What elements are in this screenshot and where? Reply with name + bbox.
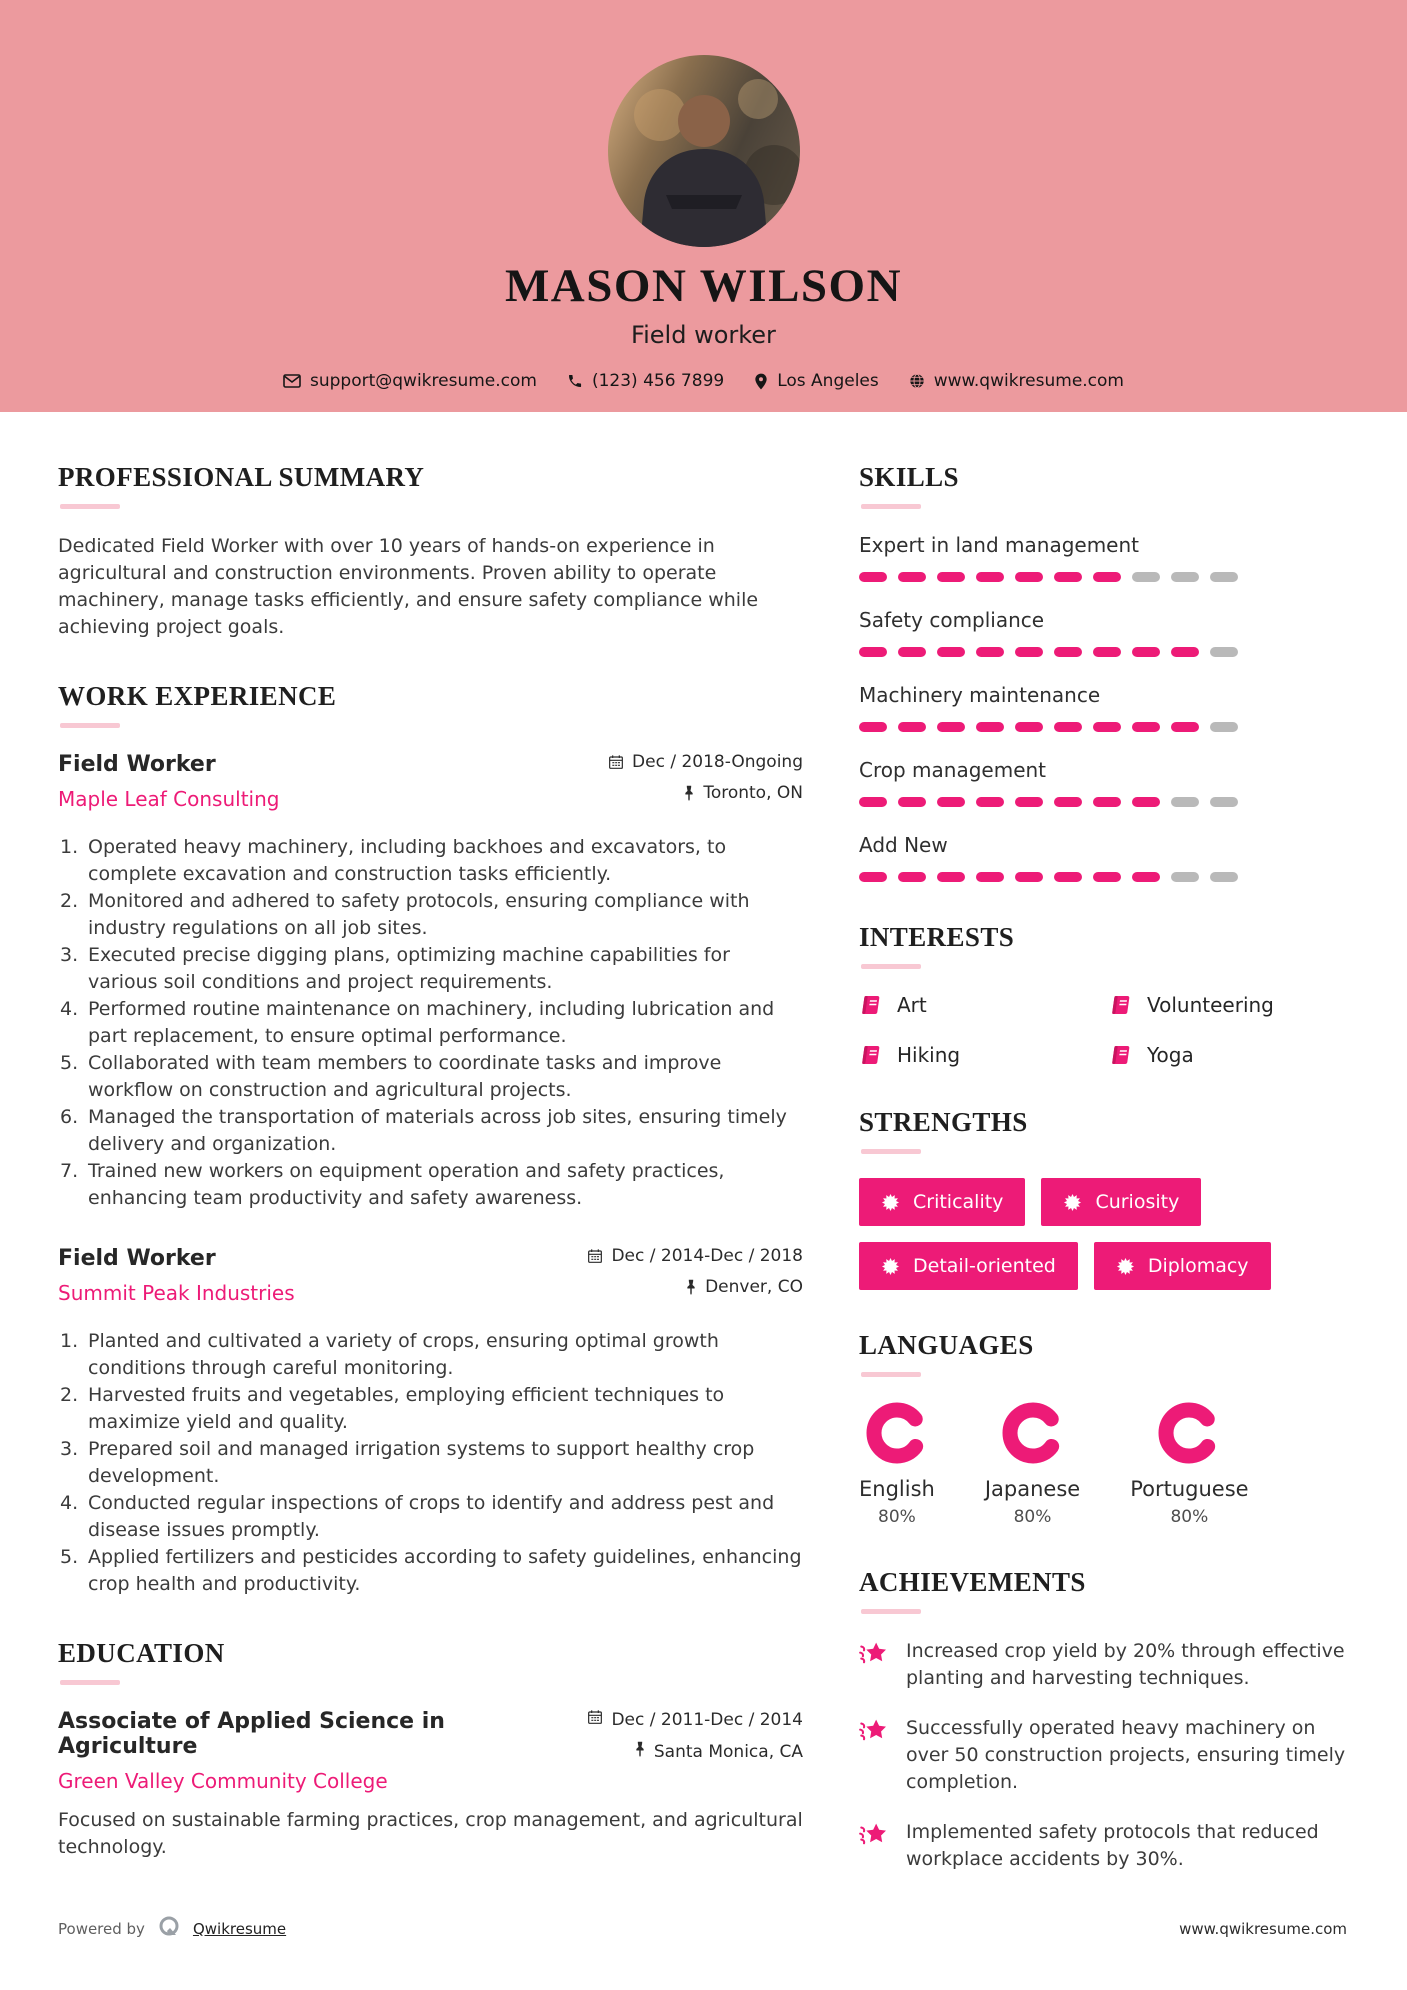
skill-row — [859, 833, 1349, 882]
language-donut-chart — [1001, 1401, 1065, 1465]
skill-level-bar[interactable] — [859, 572, 1349, 582]
flower-burst-icon — [881, 1193, 900, 1212]
skill-dash-filled — [937, 572, 965, 582]
job-head-left — [58, 1246, 295, 1305]
skill-label: Add New — [859, 833, 948, 857]
interest-label: Volunteering — [1147, 993, 1274, 1017]
skill-dash-filled — [1093, 797, 1121, 807]
skill-dash-filled — [1015, 872, 1043, 882]
job-meta — [608, 752, 803, 814]
language-name: English — [859, 1477, 935, 1501]
book-icon — [859, 993, 883, 1017]
achievements-heading: ACHIEVEMENTS — [859, 1567, 1086, 1597]
section-skills — [859, 462, 1349, 882]
strength-chip — [859, 1242, 1078, 1290]
job-meta — [587, 1246, 803, 1308]
strengths-heading: STRENGTHS — [859, 1107, 1028, 1137]
shooting-star-icon — [859, 1717, 891, 1745]
job-bullets — [58, 834, 803, 1212]
flower-burst-icon — [1063, 1193, 1082, 1212]
skill-level-bar[interactable] — [859, 647, 1349, 657]
jobs-list — [58, 752, 803, 1598]
skill-row — [859, 608, 1349, 657]
flower-burst-icon — [881, 1257, 900, 1276]
job-entry — [58, 1246, 803, 1598]
skills-list — [859, 533, 1349, 882]
school-name: Green Valley Community College — [58, 1769, 388, 1793]
skill-dash-filled — [859, 647, 887, 657]
achievement-item — [859, 1715, 1349, 1796]
pushpin-icon — [685, 1279, 697, 1295]
language-item — [1130, 1401, 1248, 1527]
education-entry — [58, 1709, 803, 1861]
skill-dash-empty — [1210, 872, 1238, 882]
job-bullet: Collaborated with team members to coordinate tasks and improve workflow on construction and agricultural projects. — [88, 1052, 722, 1101]
language-name: Portuguese — [1130, 1477, 1249, 1501]
job-head — [58, 752, 803, 814]
heading-underline — [60, 723, 120, 728]
language-percent: 80% — [878, 1507, 916, 1527]
education-dates: Dec / 2011-Dec / 2014 — [611, 1709, 803, 1730]
email-icon — [283, 374, 301, 388]
skill-dash-filled — [976, 647, 1004, 657]
skill-dash-filled — [1054, 722, 1082, 732]
right-column — [859, 462, 1349, 1913]
name: MASON WILSON — [504, 260, 903, 312]
globe-icon — [909, 373, 925, 389]
skill-dash-filled — [937, 647, 965, 657]
job-dates-text: Dec / 2018-Ongoing — [632, 752, 803, 772]
heading-underline — [861, 504, 921, 509]
education-meta — [587, 1709, 803, 1773]
heading-underline — [60, 1680, 120, 1685]
degree-title: Associate of Applied Science in Agriculture — [58, 1709, 445, 1759]
skill-row — [859, 533, 1349, 582]
skill-dash-filled — [1054, 647, 1082, 657]
job-bullet: Applied fertilizers and pesticides according to safety guidelines, enhancing crop health and productivity. — [88, 1546, 802, 1595]
skill-dash-filled — [859, 722, 887, 732]
interest-item — [1109, 1043, 1349, 1067]
skill-dash-empty — [1171, 572, 1199, 582]
skill-dash-filled — [1093, 647, 1121, 657]
job-location — [608, 783, 803, 803]
shooting-star-icon — [859, 1640, 891, 1668]
job-bullet: Trained new workers on equipment operation and safety practices, enhancing team productivity and safety awareness. — [88, 1160, 725, 1209]
footer-website: www.qwikresume.com — [1179, 1920, 1347, 1938]
section-professional-summary — [58, 462, 803, 641]
skill-dash-filled — [859, 572, 887, 582]
footer — [58, 1915, 1347, 1943]
skill-dash-filled — [898, 722, 926, 732]
job-title: Field worker — [631, 321, 776, 349]
job-title: Field Worker — [58, 1246, 216, 1271]
contact-row — [0, 371, 1407, 391]
pushpin-icon — [634, 1741, 646, 1762]
profile-photo-placeholder — [608, 55, 800, 247]
skill-dash-filled — [976, 722, 1004, 732]
language-percent: 80% — [1170, 1507, 1209, 1527]
skill-dash-filled — [976, 572, 1004, 582]
job-dates — [587, 1246, 803, 1266]
contact-phone: (123) 456 7899 — [567, 371, 724, 391]
location-pin-icon — [754, 373, 768, 390]
section-work-experience — [58, 681, 803, 1598]
section-strengths — [859, 1107, 1349, 1290]
calendar-icon — [608, 754, 624, 770]
heading-underline — [861, 1149, 921, 1154]
language-item — [859, 1401, 935, 1527]
skill-dash-empty — [1210, 797, 1238, 807]
skill-dash-filled — [898, 797, 926, 807]
achievements-list — [859, 1638, 1349, 1873]
skill-dash-filled — [859, 872, 887, 882]
skill-dash-empty — [1210, 722, 1238, 732]
language-donut-chart — [1157, 1401, 1221, 1465]
header — [0, 0, 1407, 412]
job-title: Field Worker — [58, 752, 216, 777]
education-heading: EDUCATION — [58, 1638, 225, 1668]
avatar — [608, 55, 800, 247]
qwikresume-logo-icon — [157, 1915, 181, 1943]
company-name: Maple Leaf Consulting — [58, 787, 280, 811]
job-bullet: Conducted regular inspections of crops to identify and address pest and disease issues promptly. — [88, 1492, 775, 1541]
job-location-text: Toronto, ON — [703, 783, 803, 803]
job-dates — [608, 752, 803, 772]
strengths-chips — [859, 1178, 1349, 1290]
job-bullet: Executed precise digging plans, optimizing machine capabilities for various soil conditions and project requirements. — [88, 944, 730, 993]
pushpin-icon — [683, 785, 695, 801]
skill-dash-filled — [898, 647, 926, 657]
skill-dash-filled — [1171, 722, 1199, 732]
interest-item — [859, 1043, 1099, 1067]
interest-label: Art — [897, 993, 927, 1017]
summary-heading: PROFESSIONAL SUMMARY — [58, 462, 425, 492]
skill-dash-filled — [1132, 647, 1160, 657]
skill-dash-filled — [1015, 572, 1043, 582]
strength-chip — [1041, 1178, 1201, 1226]
section-languages — [859, 1330, 1349, 1527]
book-icon — [1109, 993, 1133, 1017]
skill-dash-filled — [976, 872, 1004, 882]
heading-underline — [861, 1372, 921, 1377]
skill-dash-filled — [1015, 647, 1043, 657]
summary-text: Dedicated Field Worker with over 10 years of hands-on experience in agricultural and construction environments. Proven ability to operate machinery, manage tasks efficiently, and ensure safety compliance while achieving project goals. — [58, 535, 759, 638]
skill-row — [859, 758, 1349, 807]
job-bullets — [58, 1328, 803, 1598]
job-bullet: Managed the transportation of materials across job sites, ensuring timely delivery and organization. — [88, 1106, 787, 1155]
skill-dash-filled — [1054, 872, 1082, 882]
heading-underline — [60, 504, 120, 509]
powered-by-label: Powered by — [58, 1920, 145, 1938]
job-bullet: Performed routine maintenance on machinery, including lubrication and part replacement, to ensure optimal performance. — [88, 998, 775, 1047]
section-education — [58, 1638, 803, 1861]
flower-burst-icon — [1116, 1257, 1135, 1276]
job-bullet: Prepared soil and managed irrigation systems to support healthy crop development. — [88, 1438, 755, 1487]
skill-label: Machinery maintenance — [859, 683, 1101, 707]
book-icon — [859, 1043, 883, 1067]
heading-underline — [861, 1609, 921, 1614]
job-bullet: Harvested fruits and vegetables, employing efficient techniques to maximize yield and quality. — [88, 1384, 725, 1433]
skill-dash-filled — [1132, 872, 1160, 882]
job-head-left — [58, 752, 279, 811]
achievement-item — [859, 1819, 1349, 1873]
skill-row — [859, 683, 1349, 732]
languages-list — [859, 1401, 1349, 1527]
skill-dash-filled — [937, 872, 965, 882]
skill-level-bar[interactable] — [859, 722, 1349, 732]
language-donut-chart — [865, 1401, 929, 1465]
language-name: Japanese — [984, 1477, 1081, 1501]
strength-chip — [859, 1178, 1025, 1226]
section-interests — [859, 922, 1349, 1067]
skill-dash-filled — [898, 572, 926, 582]
strength-label: Curiosity — [1095, 1191, 1180, 1213]
skill-dash-filled — [859, 797, 887, 807]
skill-dash-filled — [1054, 797, 1082, 807]
contact-location: Los Angeles — [754, 371, 879, 391]
skill-dash-empty — [1171, 797, 1199, 807]
company-name: Summit Peak Industries — [58, 1281, 295, 1305]
shooting-star-icon — [859, 1821, 891, 1849]
left-column — [58, 462, 803, 1913]
footer-branding — [58, 1915, 286, 1943]
skill-dash-empty — [1171, 872, 1199, 882]
education-description: Focused on sustainable farming practices, crop management, and agricultural technology. — [58, 1809, 803, 1858]
skill-dash-filled — [1015, 797, 1043, 807]
interests-heading: INTERESTS — [859, 922, 1015, 952]
job-location — [587, 1277, 803, 1297]
qwikresume-link[interactable]: Qwikresume — [192, 1920, 287, 1938]
contact-email: support@qwikresume.com — [283, 371, 537, 391]
job-entry — [58, 752, 803, 1212]
section-achievements — [859, 1567, 1349, 1873]
job-bullet: Planted and cultivated a variety of crops, ensuring optimal growth conditions through careful monitoring. — [88, 1330, 719, 1379]
skill-level-bar[interactable] — [859, 872, 1349, 882]
achievement-item — [859, 1638, 1349, 1692]
skill-dash-filled — [1054, 572, 1082, 582]
skills-heading: SKILLS — [859, 462, 959, 492]
skill-dash-empty — [1132, 572, 1160, 582]
experience-heading: WORK EXPERIENCE — [58, 681, 337, 711]
interest-label: Yoga — [1147, 1043, 1194, 1067]
achievement-text: Increased crop yield by 20% through effective planting and harvesting techniques. — [906, 1640, 1345, 1689]
interests-grid — [859, 993, 1349, 1067]
strength-label: Criticality — [913, 1191, 1004, 1213]
skill-dash-filled — [1132, 722, 1160, 732]
language-item — [985, 1401, 1080, 1527]
interest-item — [1109, 993, 1349, 1017]
skill-dash-filled — [1015, 722, 1043, 732]
job-dates-text: Dec / 2014-Dec / 2018 — [611, 1246, 803, 1266]
languages-heading: LANGUAGES — [859, 1330, 1034, 1360]
strength-label: Detail-oriented — [913, 1255, 1056, 1277]
job-bullet: Operated heavy machinery, including backhoes and excavators, to complete excavation and construction tasks efficiently. — [88, 836, 727, 885]
job-location-text: Denver, CO — [705, 1277, 803, 1297]
strength-chip — [1094, 1242, 1271, 1290]
skill-label: Safety compliance — [859, 608, 1045, 632]
skill-dash-filled — [1093, 722, 1121, 732]
calendar-icon — [587, 1248, 603, 1264]
job-head — [58, 1246, 803, 1308]
achievement-text: Implemented safety protocols that reduced workplace accidents by 30%. — [906, 1821, 1319, 1870]
book-icon — [1109, 1043, 1133, 1067]
education-location: Santa Monica, CA — [653, 1741, 803, 1762]
skill-label: Crop management — [859, 758, 1047, 782]
contact-website: www.qwikresume.com — [909, 371, 1124, 391]
skill-level-bar[interactable] — [859, 797, 1349, 807]
skill-dash-filled — [976, 797, 1004, 807]
skill-label: Expert in land management — [859, 533, 1139, 557]
phone-icon — [567, 373, 583, 389]
interest-item — [859, 993, 1099, 1017]
strength-label: Diplomacy — [1147, 1255, 1249, 1277]
skill-dash-filled — [1171, 647, 1199, 657]
language-percent: 80% — [1013, 1507, 1052, 1527]
skill-dash-filled — [1093, 872, 1121, 882]
job-bullet: Monitored and adhered to safety protocols, ensuring compliance with industry regulations on all job sites. — [88, 890, 750, 939]
skill-dash-empty — [1210, 572, 1238, 582]
achievement-text: Successfully operated heavy machinery on over 50 construction projects, ensuring timely completion. — [906, 1717, 1346, 1793]
interest-label: Hiking — [897, 1043, 961, 1067]
skill-dash-filled — [1132, 797, 1160, 807]
skill-dash-filled — [1093, 572, 1121, 582]
skill-dash-filled — [937, 722, 965, 732]
calendar-icon — [587, 1709, 603, 1730]
skill-dash-filled — [898, 872, 926, 882]
content — [0, 412, 1407, 1913]
skill-dash-empty — [1210, 647, 1238, 657]
skill-dash-filled — [937, 797, 965, 807]
heading-underline — [861, 964, 921, 969]
